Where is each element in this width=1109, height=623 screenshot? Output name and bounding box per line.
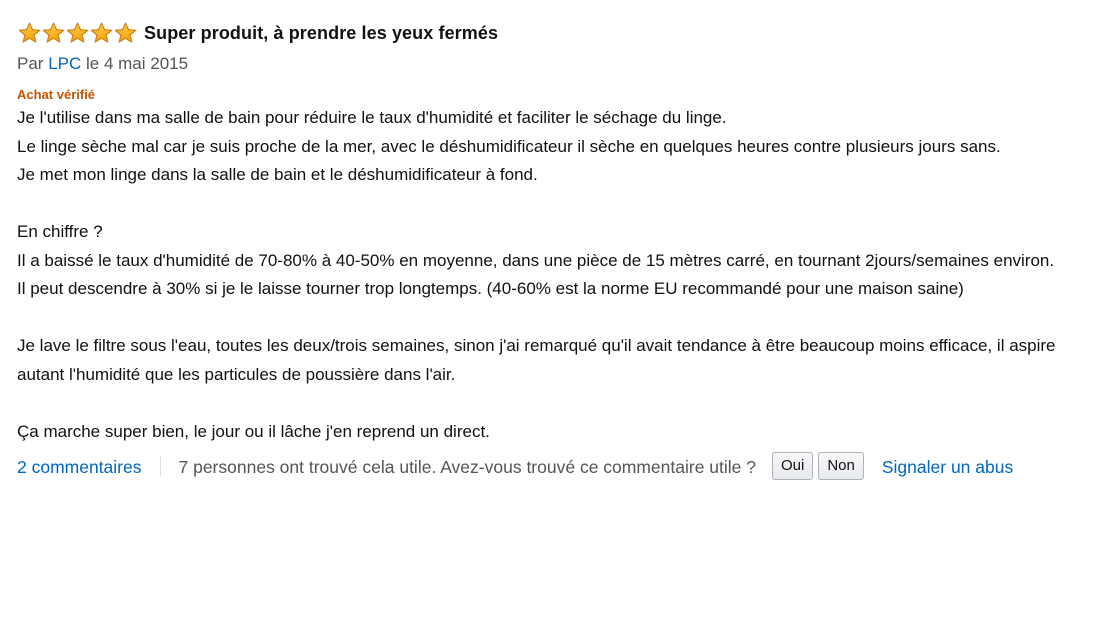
report-abuse-link[interactable]: Signaler un abus <box>881 457 1014 477</box>
review-byline <box>17 53 1102 75</box>
byline-prefix: Par <box>17 54 49 73</box>
paragraph-gap <box>17 304 1102 333</box>
star-icon <box>114 22 137 44</box>
review-paragraph: Je met mon linge dans la salle de bain et le déshumidificateur à fond. <box>17 165 538 184</box>
review-header <box>17 18 1102 48</box>
divider <box>160 456 161 476</box>
helpful-text: 7 personnes ont trouvé cela utile. Avez-vous trouvé ce commentaire utile ? <box>178 457 756 477</box>
helpful-yes-button[interactable]: Oui <box>772 452 813 480</box>
helpful-no-button[interactable]: Non <box>818 452 864 480</box>
review-paragraph: Ça marche super bien, le jour ou il lâche j'en reprend un direct. <box>17 421 490 441</box>
comments-link[interactable]: 2 commentaires <box>17 457 142 477</box>
verified-purchase-badge: Achat vérifié <box>17 87 96 102</box>
star-rating <box>18 22 138 44</box>
paragraph-gap <box>17 389 1102 418</box>
review-paragraph: Je lave le filtre sous l'eau, toutes les deux/trois semaines, sinon j'ai remarqué qu'il avait tendance à être beaucoup moins efficace, il aspire autant l'humidité que les particules de poussière dans l'air. <box>17 336 1056 384</box>
review-paragraph: En chiffre ? <box>17 222 103 241</box>
review-footer <box>17 452 1102 482</box>
author-link[interactable]: LPC <box>48 54 82 73</box>
paragraph-gap <box>17 190 1102 219</box>
review-paragraph: Il a baissé le taux d'humidité de 70-80% à 40-50% en moyenne, dans une pièce de 15 mètres carré, en tournant 2jours/semaines environ. <box>17 250 1055 270</box>
review-date: le 4 mai 2015 <box>81 54 189 73</box>
review-paragraph: Le linge sèche mal car je suis proche de la mer, avec le déshumidificateur il sèche en quelques heures contre plusieurs jours sans. <box>17 136 1001 156</box>
review-paragraph: Je l'utilise dans ma salle de bain pour réduire le taux d'humidité et faciliter le séchage du linge. <box>17 108 727 127</box>
star-icon <box>42 22 65 44</box>
star-icon <box>90 22 113 44</box>
review-paragraph: Il peut descendre à 30% si je le laisse tourner trop longtemps. (40-60% est la norme EU recommandé pour une maison saine) <box>17 279 964 298</box>
star-icon <box>18 22 41 44</box>
review-title[interactable]: Super produit, à prendre les yeux fermés <box>144 22 499 43</box>
review-body <box>17 104 1102 446</box>
star-icon <box>66 22 89 44</box>
